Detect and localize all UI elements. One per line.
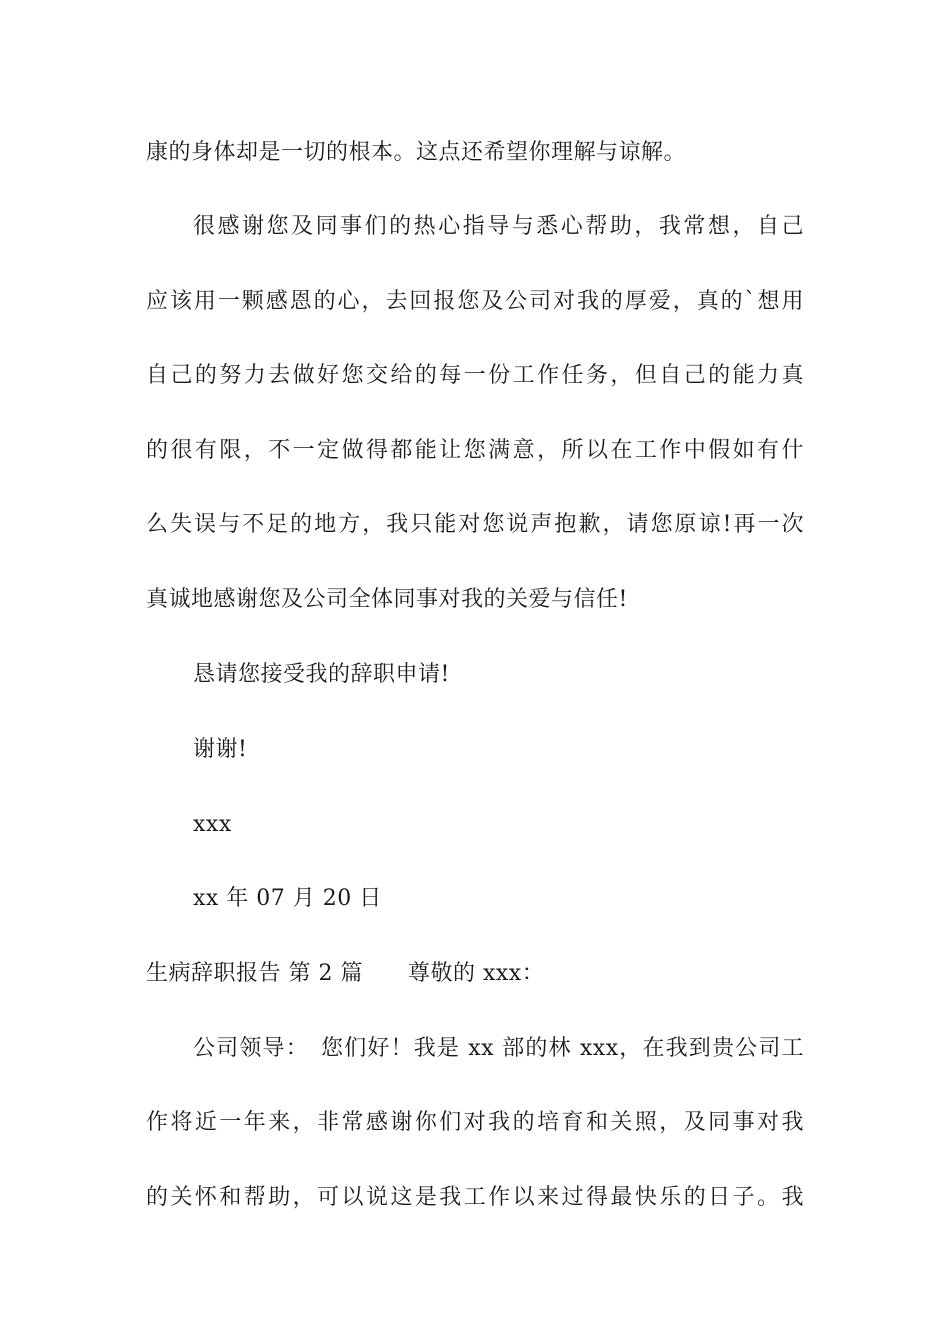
text-line-9: 谢谢! — [193, 737, 248, 762]
section-heading: 生病辞职报告 第 2 篇 尊敬的 xxx： — [146, 961, 545, 986]
signature-date: xx 年 07 月 20 日 — [193, 886, 382, 911]
text-line-7: 真诚地感谢您及公司全体同事对我的关爱与信任! — [146, 587, 628, 612]
text-line-8: 恳请您接受我的辞职申请! — [193, 662, 450, 687]
text-line-13: 公司领导： 您们好！我是 xx 部的林 xxx，在我到贵公司工 — [193, 1036, 804, 1061]
text-line-15: 的关怀和帮助，可以说这是我工作以来过得最快乐的日子。我 — [146, 1185, 804, 1210]
text-line-14: 作将近一年来，非常感谢你们对我的培育和关照，及同事对我 — [146, 1110, 804, 1135]
text-line-6: 么失误与不足的地方，我只能对您说声抱歉，请您原谅!再一次 — [146, 512, 804, 537]
text-line-2: 很感谢您及同事们的热心指导与悉心帮助，我常想，自己 — [193, 214, 804, 239]
text-line-1: 康的身体却是一切的根本。这点还希望你理解与谅解。 — [146, 140, 687, 165]
text-line-4: 自己的努力去做好您交给的每一份工作任务，但自己的能力真 — [146, 363, 804, 388]
text-line-3: 应该用一颗感恩的心，去回报您及公司对我的厚爱，真的`想用 — [146, 289, 804, 314]
signature-name: xxx — [193, 812, 232, 837]
text-line-5: 的很有限，不一定做得都能让您满意，所以在工作中假如有什 — [146, 438, 804, 463]
